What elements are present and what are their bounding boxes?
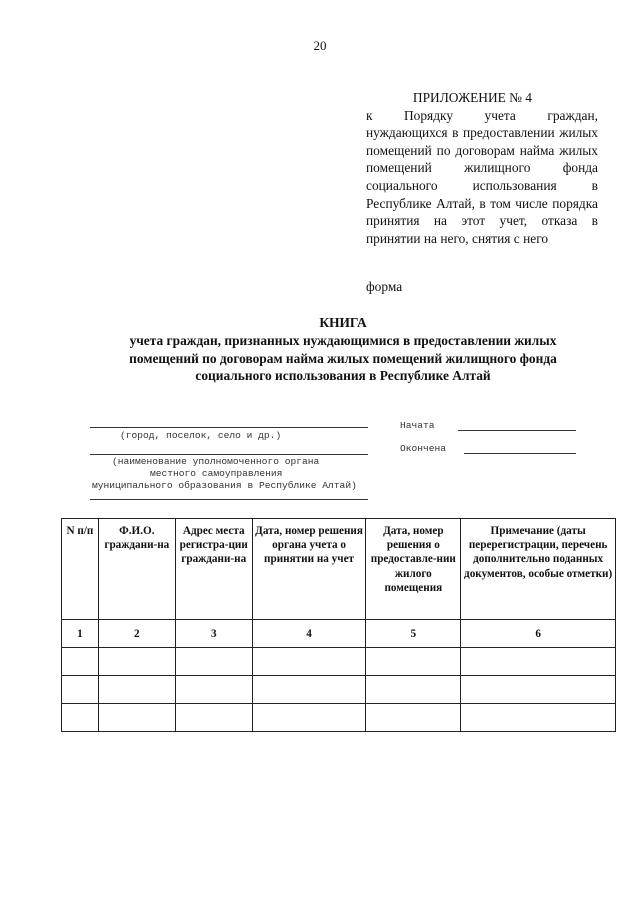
column-number: 4 — [252, 620, 366, 648]
authority-caption: (наименование уполномоченного органа — [112, 456, 320, 467]
column-header: Ф.И.О. граждани-на — [98, 519, 175, 620]
page-number: 20 — [313, 38, 327, 53]
table-cell[interactable] — [366, 648, 461, 676]
table-cell[interactable] — [62, 676, 99, 704]
table-cell[interactable] — [98, 648, 175, 676]
table-cell[interactable] — [252, 648, 366, 676]
appendix-title: ПРИЛОЖЕНИЕ № 4 — [412, 90, 532, 105]
column-number: 5 — [366, 620, 461, 648]
table-cell[interactable] — [98, 676, 175, 704]
table-cell[interactable] — [252, 676, 366, 704]
table-cell[interactable] — [175, 704, 252, 732]
table-cell[interactable] — [461, 704, 616, 732]
book-title-heading: КНИГА — [319, 315, 367, 330]
city-caption: (город, поселок, село и др.) — [120, 430, 282, 441]
appendix-block — [366, 89, 598, 247]
finished-label: Окончена — [400, 443, 447, 454]
column-header: Дата, номер решения органа учета о принятии на учет — [252, 519, 366, 620]
table-cell[interactable] — [62, 648, 99, 676]
column-number: 1 — [62, 620, 99, 648]
registry-table — [61, 518, 616, 732]
table-cell[interactable] — [461, 676, 616, 704]
table-cell[interactable] — [252, 704, 366, 732]
table-row — [62, 648, 616, 676]
book-title-line: помещений по договорам найма жилых помещений жилищного фонда — [129, 350, 557, 366]
form-label: форма — [366, 279, 403, 294]
started-label: Начата — [400, 420, 435, 431]
column-header: Примечание (даты перерегистрации, перечень дополнительно поданных документов, особые отметки) — [461, 519, 616, 620]
book-title — [60, 314, 626, 385]
book-title-line: учета граждан, признанных нуждающимися в предоставлении жилых — [129, 332, 557, 348]
column-number: 6 — [461, 620, 616, 648]
column-number-row — [62, 620, 616, 648]
authority-caption: муниципального образования в Республике Алтай) — [92, 480, 357, 491]
authority-caption: местного самоуправления — [150, 468, 283, 479]
started-date-line[interactable] — [458, 430, 576, 431]
column-header: Адрес места регистра-ции граждани-на — [175, 519, 252, 620]
table-cell[interactable] — [98, 704, 175, 732]
table-row — [62, 704, 616, 732]
table-cell[interactable] — [175, 648, 252, 676]
table-row — [62, 676, 616, 704]
column-header: N п/п — [62, 519, 99, 620]
column-header: Дата, номер решения о предоставле-нии жилого помещения — [366, 519, 461, 620]
column-number: 2 — [98, 620, 175, 648]
authority-line-2[interactable] — [90, 499, 368, 500]
appendix-text: к Порядку учета граждан, нуждающихся в предоставлении жилых помещений по договорам найма жилых помещений жилищного фонда социального использования в Республике Алтай, в том числе порядка принятия на этот учет, отказа в принятии на него, снятия с него — [366, 107, 598, 246]
table-cell[interactable] — [175, 676, 252, 704]
table-header-row — [62, 519, 616, 620]
table-cell[interactable] — [366, 704, 461, 732]
column-number: 3 — [175, 620, 252, 648]
finished-date-line[interactable] — [464, 453, 576, 454]
table-cell[interactable] — [62, 704, 99, 732]
table-cell[interactable] — [461, 648, 616, 676]
city-line[interactable] — [90, 427, 368, 428]
book-title-line: социального использования в Республике Алтай — [195, 368, 491, 384]
authority-line[interactable] — [90, 454, 368, 455]
table-cell[interactable] — [366, 676, 461, 704]
